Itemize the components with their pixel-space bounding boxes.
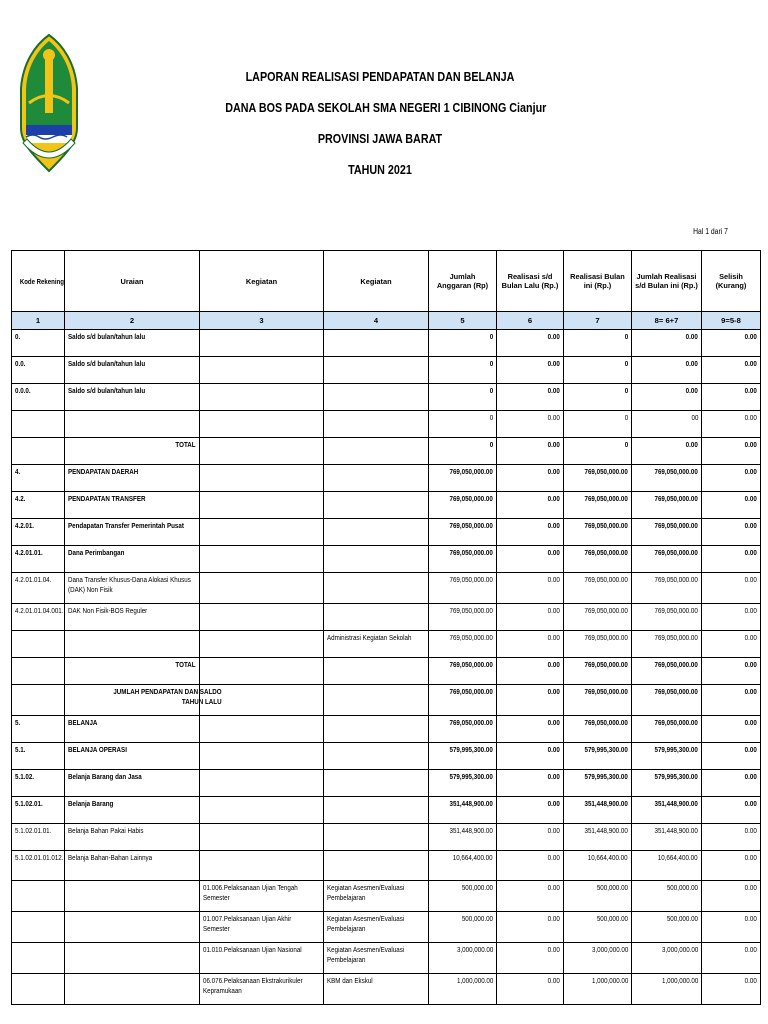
cell-selisih: 0.00 [702,824,761,851]
cell-jumlah-realisasi: 769,050,000.00 [632,546,702,573]
table-row [12,631,761,658]
col-header-uraian: Uraian [65,251,200,312]
cell-kegiatan-2: Kegiatan Asesmen/Evaluasi Pembelajaran [324,881,429,912]
cell-jumlah-realisasi: 769,050,000.00 [632,492,702,519]
cell-selisih: 0.00 [702,573,761,604]
cell-uraian: Dana Perimbangan [65,546,200,573]
cell-realisasi-ini: 769,050,000.00 [564,546,632,573]
cell-anggaran: 769,050,000.00 [429,519,497,546]
cell-selisih: 0.00 [702,658,761,685]
cell-uraian: Belanja Barang [65,797,200,824]
cell-anggaran: 769,050,000.00 [429,465,497,492]
cell-selisih: 0.00 [702,330,761,357]
cell-uraian [65,631,200,658]
cell-kegiatan-1 [200,330,324,357]
cell-selisih: 0.00 [702,797,761,824]
col-number: 2 [65,312,200,330]
col-header-kegiatan-1: Kegiatan [200,251,324,312]
cell-selisih: 0.00 [702,881,761,912]
cell-jumlah-realisasi: 579,995,300.00 [632,743,702,770]
cell-realisasi-ini: 579,995,300.00 [564,770,632,797]
cell-uraian: Belanja Bahan Pakai Habis [65,824,200,851]
cell-kegiatan-2 [324,330,429,357]
cell-jumlah-realisasi: 00 [632,411,702,438]
cell-anggaran: 769,050,000.00 [429,492,497,519]
cell-selisih: 0.00 [702,384,761,411]
cell-realisasi-lalu: 0.00 [497,604,564,631]
cell-kegiatan-1: 06.076.Pelaksanaan Ekstrakurikuler Kepramukaan [200,974,324,1005]
report-body [12,330,761,1005]
west-java-emblem-logo [11,33,87,173]
cell-selisih: 0.00 [702,974,761,1005]
cell-anggaran: 0 [429,438,497,465]
cell-kegiatan-1 [200,573,324,604]
col-header-kode: Kode Rekening [12,251,65,312]
cell-kegiatan-1: 01.010.Pelaksanaan Ujian Nasional [200,943,324,974]
cell-realisasi-ini: 0 [564,438,632,465]
cell-jumlah-realisasi: 10,664,400.00 [632,851,702,881]
table-row [12,881,761,912]
table-row [12,912,761,943]
cell-kode [12,974,65,1005]
table-row [12,465,761,492]
cell-kode: 5.1.02. [12,770,65,797]
cell-realisasi-ini: 0 [564,411,632,438]
cell-jumlah-realisasi: 579,995,300.00 [632,770,702,797]
cell-selisih: 0.00 [702,604,761,631]
cell-kode [12,438,65,465]
cell-selisih: 0.00 [702,631,761,658]
cell-anggaran: 0 [429,384,497,411]
col-number: 1 [12,312,65,330]
table-row [12,974,761,1005]
col-header-realisasi-lalu: Realisasi s/d Bulan Lalu (Rp.) [497,251,564,312]
cell-selisih: 0.00 [702,438,761,465]
cell-selisih: 0.00 [702,492,761,519]
cell-kegiatan-2 [324,438,429,465]
cell-anggaran: 0 [429,411,497,438]
cell-realisasi-lalu: 0.00 [497,438,564,465]
cell-kegiatan-2 [324,743,429,770]
cell-kegiatan-2 [324,546,429,573]
report-title: LAPORAN REALISASI PENDAPATAN DAN BELANJA [245,70,515,84]
cell-realisasi-lalu: 0.00 [497,716,564,743]
cell-uraian: DAK Non Fisik-BOS Reguler [65,604,200,631]
report-subtitle-province: PROVINSI JAWA BARAT [317,132,443,146]
cell-jumlah-realisasi: 769,050,000.00 [632,658,702,685]
cell-realisasi-lalu: 0.00 [497,912,564,943]
cell-jumlah-realisasi: 351,448,900.00 [632,824,702,851]
cell-kode: 0.0.0. [12,384,65,411]
cell-kode: 4.2. [12,492,65,519]
cell-uraian: BELANJA OPERASI [65,743,200,770]
col-number: 3 [200,312,324,330]
cell-uraian: Saldo s/d bulan/tahun lalu [65,384,200,411]
cell-anggaran: 769,050,000.00 [429,631,497,658]
cell-realisasi-lalu: 0.00 [497,824,564,851]
cell-realisasi-ini: 769,050,000.00 [564,492,632,519]
cell-kegiatan-1 [200,743,324,770]
cell-anggaran: 579,995,300.00 [429,743,497,770]
cell-kode [12,685,65,716]
cell-selisih: 0.00 [702,357,761,384]
cell-realisasi-lalu: 0.00 [497,631,564,658]
cell-jumlah-realisasi: 0.00 [632,357,702,384]
cell-anggaran: 769,050,000.00 [429,604,497,631]
cell-selisih: 0.00 [702,685,761,716]
cell-kegiatan-2: Kegiatan Asesmen/Evaluasi Pembelajaran [324,912,429,943]
cell-kode [12,658,65,685]
cell-realisasi-ini: 579,995,300.00 [564,743,632,770]
col-header-realisasi-ini: Realisasi Bulan ini (Rp.) [564,251,632,312]
cell-uraian: JUMLAH PENDAPATAN DAN SALDO TAHUN LALU [65,685,200,716]
cell-kegiatan-2 [324,492,429,519]
cell-kegiatan-1 [200,604,324,631]
col-header-jumlah-realisasi: Jumlah Realisasi s/d Bulan ini (Rp.) [632,251,702,312]
cell-kode: 5.1.02.01.01. [12,824,65,851]
cell-realisasi-ini: 769,050,000.00 [564,573,632,604]
table-row [12,519,761,546]
cell-realisasi-ini: 769,050,000.00 [564,604,632,631]
cell-uraian [65,411,200,438]
cell-kegiatan-2 [324,658,429,685]
cell-kode: 4.2.01.01. [12,546,65,573]
table-row [12,797,761,824]
table-row [12,851,761,881]
cell-anggaran: 500,000.00 [429,881,497,912]
cell-jumlah-realisasi: 1,000,000.00 [632,974,702,1005]
cell-kegiatan-2 [324,851,429,881]
page-indicator: Hal 1 dari 7 [693,227,728,236]
cell-realisasi-ini: 769,050,000.00 [564,716,632,743]
cell-realisasi-lalu: 0.00 [497,330,564,357]
col-number: 5 [429,312,497,330]
cell-realisasi-ini: 351,448,900.00 [564,824,632,851]
cell-kode: 4.2.01.01.04.001. [12,604,65,631]
cell-kegiatan-1: 01.006.Pelaksanaan Ujian Tengah Semester [200,881,324,912]
cell-anggaran: 769,050,000.00 [429,685,497,716]
cell-kegiatan-1 [200,797,324,824]
table-row [12,546,761,573]
cell-uraian [65,974,200,1005]
cell-realisasi-ini: 3,000,000.00 [564,943,632,974]
cell-jumlah-realisasi: 351,448,900.00 [632,797,702,824]
cell-realisasi-ini: 0 [564,357,632,384]
cell-uraian: TOTAL [65,438,200,465]
cell-kegiatan-2: KBM dan Ekskul [324,974,429,1005]
cell-realisasi-ini: 769,050,000.00 [564,631,632,658]
cell-uraian [65,881,200,912]
cell-jumlah-realisasi: 769,050,000.00 [632,604,702,631]
cell-selisih: 0.00 [702,770,761,797]
cell-kode: 5.1. [12,743,65,770]
cell-uraian: PENDAPATAN DAERAH [65,465,200,492]
cell-jumlah-realisasi: 0.00 [632,330,702,357]
cell-kegiatan-2 [324,716,429,743]
cell-kegiatan-2 [324,770,429,797]
report-subtitle-school: DANA BOS PADA SEKOLAH SMA NEGERI 1 CIBINONG Cianjur [225,101,547,115]
cell-realisasi-lalu: 0.00 [497,546,564,573]
cell-jumlah-realisasi: 3,000,000.00 [632,943,702,974]
cell-realisasi-ini: 769,050,000.00 [564,685,632,716]
cell-kegiatan-1 [200,519,324,546]
report-header [200,62,560,186]
cell-selisih: 0.00 [702,716,761,743]
column-number-row [12,312,761,330]
table-row [12,685,761,716]
cell-jumlah-realisasi: 769,050,000.00 [632,573,702,604]
cell-kegiatan-2 [324,357,429,384]
cell-kegiatan-2 [324,411,429,438]
cell-kegiatan-1 [200,851,324,881]
table-row [12,357,761,384]
cell-realisasi-lalu: 0.00 [497,492,564,519]
cell-realisasi-lalu: 0.00 [497,743,564,770]
cell-uraian [65,943,200,974]
cell-uraian: Dana Transfer Khusus-Dana Alokasi Khusus (DAK) Non Fisik [65,573,200,604]
cell-jumlah-realisasi: 769,050,000.00 [632,631,702,658]
cell-jumlah-realisasi: 769,050,000.00 [632,519,702,546]
cell-uraian: BELANJA [65,716,200,743]
cell-kode: 0.0. [12,357,65,384]
cell-selisih: 0.00 [702,851,761,881]
cell-realisasi-lalu: 0.00 [497,974,564,1005]
cell-uraian: Saldo s/d bulan/tahun lalu [65,357,200,384]
cell-jumlah-realisasi: 0.00 [632,438,702,465]
cell-realisasi-ini: 1,000,000.00 [564,974,632,1005]
table-row [12,716,761,743]
cell-jumlah-realisasi: 500,000.00 [632,912,702,943]
report-subtitle-year: TAHUN 2021 [348,163,412,177]
cell-jumlah-realisasi: 769,050,000.00 [632,685,702,716]
col-number: 7 [564,312,632,330]
cell-realisasi-lalu: 0.00 [497,881,564,912]
cell-anggaran: 351,448,900.00 [429,824,497,851]
cell-kegiatan-1 [200,357,324,384]
cell-kode [12,411,65,438]
col-header-selisih: Selisih (Kurang) [702,251,761,312]
cell-realisasi-ini: 0 [564,384,632,411]
cell-selisih: 0.00 [702,411,761,438]
cell-realisasi-lalu: 0.00 [497,519,564,546]
table-row [12,658,761,685]
table-row [12,943,761,974]
cell-kegiatan-1 [200,824,324,851]
cell-anggaran: 0 [429,330,497,357]
cell-kode: 0. [12,330,65,357]
cell-kegiatan-1 [200,546,324,573]
table-row [12,492,761,519]
cell-selisih: 0.00 [702,546,761,573]
cell-kode [12,943,65,974]
cell-realisasi-lalu: 0.00 [497,943,564,974]
table-row [12,573,761,604]
cell-jumlah-realisasi: 500,000.00 [632,881,702,912]
cell-kegiatan-1 [200,465,324,492]
cell-kegiatan-1 [200,770,324,797]
cell-anggaran: 769,050,000.00 [429,658,497,685]
cell-anggaran: 769,050,000.00 [429,546,497,573]
cell-anggaran: 769,050,000.00 [429,716,497,743]
cell-realisasi-lalu: 0.00 [497,384,564,411]
cell-realisasi-lalu: 0.00 [497,797,564,824]
cell-realisasi-ini: 500,000.00 [564,881,632,912]
cell-realisasi-ini: 351,448,900.00 [564,797,632,824]
cell-kode [12,881,65,912]
cell-kegiatan-1 [200,384,324,411]
cell-kode [12,631,65,658]
cell-uraian: Pendapatan Transfer Pemerintah Pusat [65,519,200,546]
cell-realisasi-ini: 10,664,400.00 [564,851,632,881]
cell-kegiatan-2 [324,519,429,546]
cell-kegiatan-1 [200,716,324,743]
cell-kegiatan-2 [324,573,429,604]
cell-kode: 5.1.02.01. [12,797,65,824]
cell-kegiatan-1 [200,438,324,465]
cell-anggaran: 10,664,400.00 [429,851,497,881]
cell-kode: 4.2.01. [12,519,65,546]
table-row [12,743,761,770]
cell-kode [12,912,65,943]
cell-selisih: 0.00 [702,943,761,974]
table-row [12,438,761,465]
cell-kode: 5. [12,716,65,743]
cell-kegiatan-2: Administrasi Kegiatan Sekolah [324,631,429,658]
cell-selisih: 0.00 [702,912,761,943]
cell-realisasi-ini: 0 [564,330,632,357]
col-number: 9=5-8 [702,312,761,330]
cell-anggaran: 351,448,900.00 [429,797,497,824]
col-header-anggaran: Jumlah Anggaran (Rp) [429,251,497,312]
table-row [12,411,761,438]
cell-uraian: Belanja Barang dan Jasa [65,770,200,797]
cell-kegiatan-1 [200,411,324,438]
cell-kegiatan-1 [200,658,324,685]
table-row [12,384,761,411]
cell-anggaran: 769,050,000.00 [429,573,497,604]
col-number: 4 [324,312,429,330]
cell-kegiatan-1: 01.007.Pelaksanaan Ujian Akhir Semester [200,912,324,943]
cell-uraian: PENDAPATAN TRANSFER [65,492,200,519]
cell-realisasi-lalu: 0.00 [497,658,564,685]
cell-realisasi-lalu: 0.00 [497,770,564,797]
cell-realisasi-lalu: 0.00 [497,357,564,384]
cell-uraian: Belanja Bahan-Bahan Lainnya [65,851,200,881]
table-header-row [12,251,761,312]
table-row [12,330,761,357]
cell-kegiatan-2: Kegiatan Asesmen/Evaluasi Pembelajaran [324,943,429,974]
col-number: 8= 6+7 [632,312,702,330]
cell-kegiatan-2 [324,685,429,716]
table-row [12,824,761,851]
cell-realisasi-ini: 500,000.00 [564,912,632,943]
cell-jumlah-realisasi: 769,050,000.00 [632,465,702,492]
cell-realisasi-lalu: 0.00 [497,685,564,716]
cell-realisasi-ini: 769,050,000.00 [564,465,632,492]
cell-uraian: Saldo s/d bulan/tahun lalu [65,330,200,357]
cell-kode: 5.1.02.01.01.012. [12,851,65,881]
cell-kegiatan-2 [324,797,429,824]
cell-kode: 4. [12,465,65,492]
cell-kegiatan-2 [324,824,429,851]
cell-kegiatan-2 [324,604,429,631]
cell-anggaran: 0 [429,357,497,384]
cell-realisasi-lalu: 0.00 [497,573,564,604]
report-table [11,250,761,1005]
cell-uraian [65,912,200,943]
cell-kegiatan-2 [324,465,429,492]
cell-realisasi-lalu: 0.00 [497,411,564,438]
cell-anggaran: 3,000,000.00 [429,943,497,974]
cell-anggaran: 579,995,300.00 [429,770,497,797]
cell-uraian: TOTAL [65,658,200,685]
cell-selisih: 0.00 [702,465,761,492]
cell-jumlah-realisasi: 769,050,000.00 [632,716,702,743]
table-row [12,604,761,631]
cell-kode: 4.2.01.01.04. [12,573,65,604]
cell-kegiatan-2 [324,384,429,411]
cell-anggaran: 500,000.00 [429,912,497,943]
table-row [12,770,761,797]
cell-kegiatan-1 [200,492,324,519]
cell-kegiatan-1 [200,631,324,658]
cell-realisasi-ini: 769,050,000.00 [564,658,632,685]
cell-jumlah-realisasi: 0.00 [632,384,702,411]
cell-selisih: 0.00 [702,519,761,546]
cell-anggaran: 1,000,000.00 [429,974,497,1005]
cell-realisasi-lalu: 0.00 [497,851,564,881]
cell-realisasi-ini: 769,050,000.00 [564,519,632,546]
col-header-kegiatan-2: Kegiatan [324,251,429,312]
col-number: 6 [497,312,564,330]
cell-realisasi-lalu: 0.00 [497,465,564,492]
cell-selisih: 0.00 [702,743,761,770]
